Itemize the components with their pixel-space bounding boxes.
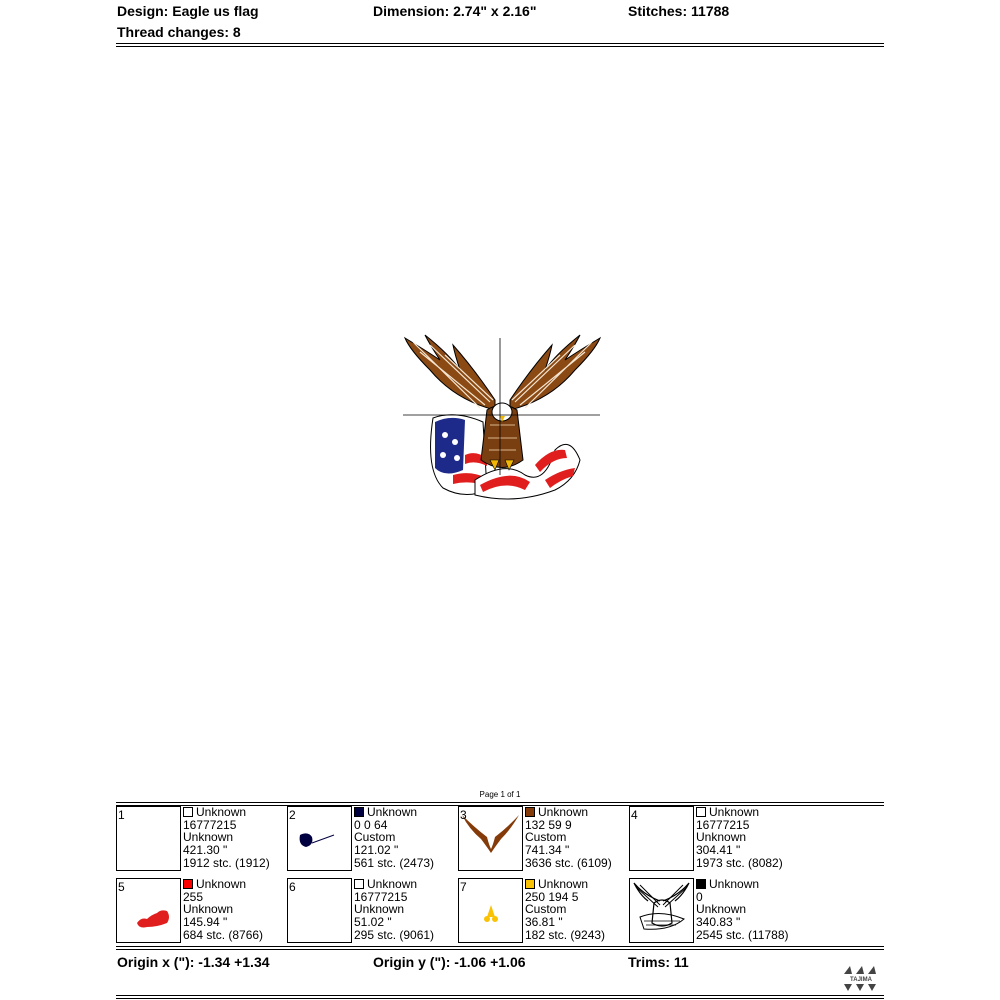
thread-stitches: 561 stc. (2473) [354,855,435,870]
footer-divider [116,949,884,950]
thread-stitch-preview [630,879,693,942]
thread-code: 16777215 [354,889,408,904]
thread-length: 36.81 " [525,915,563,930]
thread-thumbnail [116,878,181,943]
thread-stitches: 295 stc. (9061) [354,927,435,942]
thread-thumbnail [458,878,523,943]
thread-brand: Custom [354,830,396,845]
thread-name: Unknown [196,877,247,891]
thread-brand: Unknown [183,830,234,845]
thread-brand: Unknown [183,902,234,917]
thread-length: 51.02 " [354,915,392,930]
thread-code: 0 0 64 [354,817,388,832]
design-preview [395,330,610,505]
thread-brand: Unknown [696,902,747,917]
trim-count: Trims: 11 [628,954,689,970]
thread-brand: Custom [525,830,567,845]
thread-code: 16777215 [696,817,750,832]
thread-cell [287,878,457,946]
design-dimension: Dimension: 2.74" x 2.16" [373,3,537,19]
thread-name: Unknown [538,805,589,819]
thread-name: Unknown [196,805,247,819]
thread-brand: Unknown [354,902,405,917]
eagle-right-wing-graphic [510,335,600,410]
thread-code: 255 [183,889,204,904]
footer-divider [116,946,884,947]
thread-thumbnail [629,878,694,943]
stitch-count: Stitches: 11788 [628,3,730,19]
thread-thumbnail [458,806,523,871]
tajima-logo [838,964,884,992]
page-number: Page 1 of 1 [479,790,521,799]
thread-thumbnail [287,878,352,943]
thread-color-swatch [354,807,364,817]
thread-table-divider [116,802,884,803]
thread-length: 741.34 " [525,843,570,858]
thread-change-count: Thread changes: 8 [117,24,241,40]
thread-brand: Custom [525,902,567,917]
thread-stitch-preview [459,807,522,870]
thread-code: 250 194 5 [525,889,579,904]
page-bottom-divider [116,998,884,999]
thread-length: 340.83 " [696,915,741,930]
thread-stitches: 1912 stc. (1912) [183,855,270,870]
thread-cell [116,878,286,946]
thread-length: 121.02 " [354,843,399,858]
thread-cell [458,878,628,946]
thread-length: 304.41 " [696,843,741,858]
thread-stitches: 182 stc. (9243) [525,927,606,942]
thread-cell [287,806,457,874]
thread-code: 0 [696,889,703,904]
thread-stitch-preview [117,879,180,942]
thread-color-swatch [525,879,535,889]
thread-thumbnail [116,806,181,871]
thread-name: Unknown [709,805,760,819]
thread-cell [458,806,628,874]
thread-stitch-preview [288,807,351,870]
thread-color-swatch [696,879,706,889]
thread-brand: Unknown [696,830,747,845]
thread-length: 421.30 " [183,843,228,858]
eagle-body-graphic [481,403,523,470]
logo-text: TAJIMA [850,977,872,983]
thread-color-swatch [183,879,193,889]
thread-name: Unknown [367,877,418,891]
thread-cell [629,806,799,874]
thread-color-swatch [183,807,193,817]
thread-name: Unknown [367,805,418,819]
thread-stitches: 3636 stc. (6109) [525,855,612,870]
thread-stitches: 2545 stc. (11788) [696,927,789,942]
header-divider [116,43,884,44]
thread-thumbnail [287,806,352,871]
eagle-left-wing-graphic [405,335,495,410]
thread-number: 2 [289,808,296,822]
thread-number: 5 [118,880,125,894]
thread-color-swatch [354,879,364,889]
thread-stitch-preview [459,879,522,942]
header-divider [116,46,884,47]
origin-y: Origin y ("): -1.06 +1.06 [373,954,526,970]
page-bottom-divider [116,995,884,996]
thread-number: 7 [460,880,467,894]
thread-cell [116,806,286,874]
thread-stitches: 684 stc. (8766) [183,927,264,942]
thread-color-swatch [525,807,535,817]
thread-length: 145.94 " [183,915,228,930]
thread-name: Unknown [538,877,589,891]
thread-color-swatch [696,807,706,817]
thread-thumbnail [629,806,694,871]
thread-code: 16777215 [183,817,237,832]
origin-x: Origin x ("): -1.34 +1.34 [117,954,270,970]
thread-number: 1 [118,808,125,822]
thread-cell [629,878,799,946]
thread-number: 3 [460,808,467,822]
thread-name: Unknown [709,877,760,891]
thread-code: 132 59 9 [525,817,572,832]
thread-number: 4 [631,808,638,822]
thread-stitches: 1973 stc. (8082) [696,855,783,870]
thread-number: 6 [289,880,296,894]
design-name: Design: Eagle us flag [117,3,259,19]
